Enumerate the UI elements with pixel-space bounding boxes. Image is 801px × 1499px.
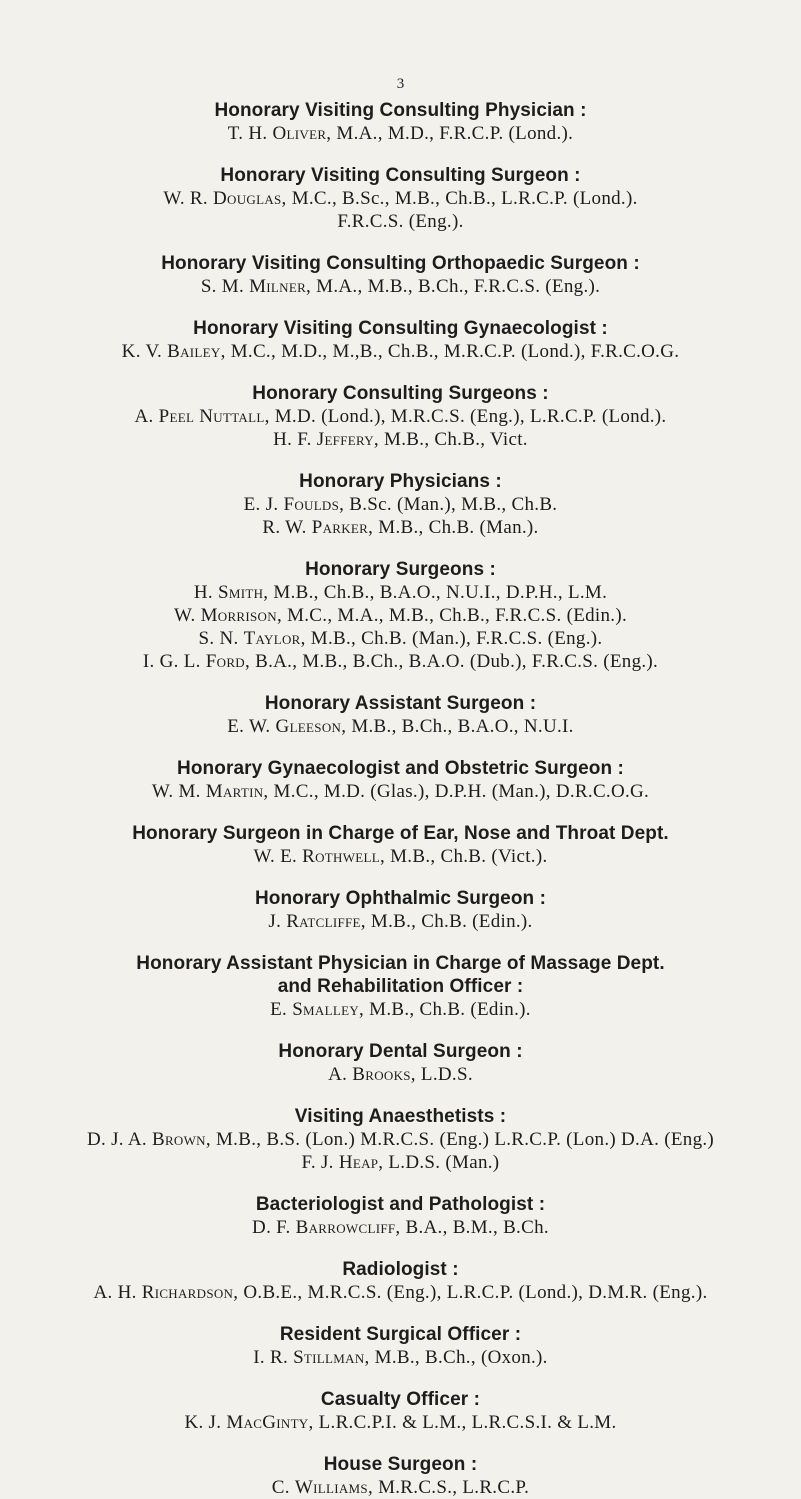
section-heading: Honorary Gynaecologist and Obstetric Surgeon : [177, 758, 624, 779]
staff-qualifications: M.C., M.A., M.B., Ch.B., F.R.C.S. (Edin.). [287, 605, 628, 626]
staff-initials: S. M. [200, 276, 245, 297]
staff-surname: Douglas, [213, 188, 287, 209]
section-spacer [0, 868, 801, 887]
staff-member [0, 493, 801, 516]
staff-surname: Heap, [338, 1152, 384, 1173]
section-heading: Honorary Consulting Surgeons : [252, 383, 549, 404]
staff-surname: Morrison, [200, 605, 282, 626]
staff-section [0, 317, 801, 363]
staff-qualifications: B.A., M.B., B.Ch., B.A.O. (Dub.), F.R.C.S. (Eng.). [255, 651, 659, 672]
staff-surname: Smith, [217, 582, 269, 603]
staff-member [0, 187, 801, 210]
staff-list [0, 99, 801, 1499]
staff-initials: I. R. [253, 1347, 288, 1368]
section-spacer [0, 1086, 801, 1105]
staff-section [0, 1040, 801, 1086]
staff-member [0, 275, 801, 298]
section-spacer [0, 738, 801, 757]
staff-qualifications: M.B., B.S. (Lon.) M.R.C.S. (Eng.) L.R.C.P. (Lon.) D.A. (Eng.) [215, 1129, 715, 1150]
staff-surname: Rothwell, [302, 846, 386, 867]
staff-member [0, 1411, 801, 1434]
section-heading: Honorary Visiting Consulting Orthopaedic Surgeon : [161, 253, 640, 274]
section-spacer [0, 451, 801, 470]
staff-surname: Brooks, [352, 1064, 416, 1085]
staff-member [0, 845, 801, 868]
staff-surname: Oliver, [272, 123, 332, 144]
staff-qualifications: M.B., B.Ch., (Oxon.). [374, 1347, 548, 1368]
staff-section [0, 99, 801, 145]
section-heading: Bacteriologist and Pathologist : [255, 1194, 546, 1215]
staff-initials: H. [193, 582, 213, 603]
section-heading: Honorary Visiting Consulting Surgeon : [220, 165, 581, 186]
staff-surname: Milner, [249, 276, 312, 297]
staff-qualifications: M.B., Ch.B. (Man.). [378, 517, 539, 538]
staff-member [0, 910, 801, 933]
staff-qualifications: B.A., B.M., B.Ch. [405, 1217, 549, 1238]
section-heading: Honorary Ophthalmic Surgeon : [254, 888, 547, 909]
staff-member [0, 1151, 801, 1174]
staff-section [0, 757, 801, 803]
staff-qualifications: L.D.S. [420, 1064, 473, 1085]
section-spacer [0, 298, 801, 317]
section-spacer [0, 803, 801, 822]
staff-surname: Stillman, [293, 1347, 370, 1368]
staff-member [0, 340, 801, 363]
staff-member [0, 1346, 801, 1369]
staff-member [0, 1063, 801, 1086]
staff-member [0, 998, 801, 1021]
staff-member [0, 210, 801, 233]
staff-section [0, 1323, 801, 1369]
page-number: 3 [396, 76, 405, 92]
staff-qualifications: M.A., M.D., F.R.C.P. (Lond.). [336, 123, 574, 144]
staff-member [0, 405, 801, 428]
staff-qualifications: M.B., Ch.B. (Man.), F.R.C.S. (Eng.). [310, 628, 603, 649]
section-heading: House Surgeon : [323, 1454, 478, 1475]
staff-initials: A. H. [93, 1282, 137, 1303]
staff-section [0, 952, 801, 1021]
staff-surname: Brown, [151, 1129, 211, 1150]
staff-surname: Foulds, [283, 494, 345, 515]
staff-section [0, 382, 801, 451]
staff-surname: Barrowcliff, [295, 1217, 401, 1238]
section-spacer [0, 673, 801, 692]
staff-qualifications: M.C., M.D. (Glas.), D.P.H. (Man.), D.R.C.O.G. [273, 781, 650, 802]
section-heading: Honorary Physicians : [299, 471, 502, 492]
section-heading: Honorary Visiting Consulting Physician : [214, 100, 587, 121]
staff-initials: H. F. [273, 429, 312, 450]
staff-qualifications: M.B., Ch.B. (Vict.). [390, 846, 548, 867]
staff-qualifications: B.Sc. (Man.), M.B., Ch.B. [349, 494, 558, 515]
section-spacer [0, 145, 801, 164]
section-spacer [0, 363, 801, 382]
staff-initials: S. N. [198, 628, 239, 649]
staff-member [0, 1476, 801, 1499]
section-heading: Honorary Surgeon in Charge of Ear, Nose and Throat Dept. [132, 823, 669, 844]
staff-qualifications: M.B., Ch.B., Vict. [384, 429, 528, 450]
section-spacer [0, 1434, 801, 1453]
staff-surname: Peel Nuttall, [158, 406, 270, 427]
section-heading: Honorary Assistant Surgeon : [264, 693, 537, 714]
staff-initials: A. [134, 406, 154, 427]
section-heading: Honorary Surgeons : [305, 559, 496, 580]
staff-initials: W. [173, 605, 196, 626]
staff-section [0, 887, 801, 933]
staff-member [0, 122, 801, 145]
section-spacer [0, 1369, 801, 1388]
section-spacer [0, 1304, 801, 1323]
staff-surname: Williams, [294, 1477, 373, 1498]
section-heading: Resident Surgical Officer : [279, 1324, 522, 1345]
staff-initials: J. [268, 911, 282, 932]
staff-initials: R. W. [262, 517, 307, 538]
staff-surname: Parker, [311, 517, 374, 538]
staff-surname: Jeffery, [316, 429, 379, 450]
section-spacer [0, 1174, 801, 1193]
staff-qualifications: M.C., B.Sc., M.B., Ch.B., L.R.C.P. (Lond.). [291, 188, 638, 209]
staff-section [0, 252, 801, 298]
staff-qualifications: M.B., B.Ch., B.A.O., N.U.I. [351, 716, 574, 737]
section-spacer [0, 233, 801, 252]
staff-member [0, 1281, 801, 1304]
section-heading: and Rehabilitation Officer : [277, 976, 524, 997]
staff-initials: I. G. L. [142, 651, 201, 672]
staff-qualifications: L.D.S. (Man.) [388, 1152, 500, 1173]
staff-member [0, 650, 801, 673]
staff-section [0, 1105, 801, 1174]
section-heading: Visiting Anaesthetists : [294, 1106, 507, 1127]
section-heading: Honorary Dental Surgeon : [278, 1041, 523, 1062]
staff-section [0, 164, 801, 233]
staff-member [0, 1216, 801, 1239]
staff-surname: Smalley, [292, 999, 365, 1020]
staff-qualifications: M.B., Ch.B. (Edin.). [370, 911, 533, 932]
staff-member [0, 627, 801, 650]
staff-surname: Martin, [205, 781, 269, 802]
staff-section [0, 822, 801, 868]
staff-qualifications: M.B., Ch.B., B.A.O., N.U.I., D.P.H., L.M. [273, 582, 608, 603]
section-heading: Radiologist : [342, 1259, 459, 1280]
staff-surname: Bailey, [167, 341, 226, 362]
staff-initials: C. [271, 1477, 290, 1498]
staff-qualifications: F.R.C.S. (Eng.). [337, 211, 464, 232]
staff-surname: Richardson, [141, 1282, 239, 1303]
staff-surname: MacGinty, [226, 1412, 314, 1433]
section-spacer [0, 1239, 801, 1258]
section-spacer [0, 1021, 801, 1040]
staff-member [0, 715, 801, 738]
staff-qualifications: M.C., M.D., M.,B., Ch.B., M.R.C.P. (Lond.), F.R.C.O.G. [230, 341, 680, 362]
staff-section [0, 470, 801, 539]
staff-surname: Ford, [205, 651, 251, 672]
staff-section [0, 1193, 801, 1239]
staff-surname: Ratcliffe, [286, 911, 366, 932]
staff-section [0, 692, 801, 738]
staff-member [0, 780, 801, 803]
staff-member [0, 516, 801, 539]
staff-initials: W. E. [253, 846, 298, 867]
staff-initials: W. M. [151, 781, 201, 802]
staff-qualifications: L.R.C.P.I. & L.M., L.R.C.S.I. & L.M. [318, 1412, 617, 1433]
staff-qualifications: M.D. (Lond.), M.R.C.S. (Eng.), L.R.C.P. (Lond.). [274, 406, 667, 427]
staff-section [0, 558, 801, 673]
staff-initials: F. J. [301, 1152, 334, 1173]
staff-surname: Gleeson, [275, 716, 347, 737]
staff-section [0, 1258, 801, 1304]
staff-initials: D. F. [252, 1217, 291, 1238]
section-heading: Honorary Visiting Consulting Gynaecologist : [193, 318, 608, 339]
staff-initials: D. J. A. [86, 1129, 147, 1150]
staff-qualifications: M.R.C.S., L.R.C.P. [378, 1477, 530, 1498]
staff-member [0, 604, 801, 627]
staff-initials: K. J. [184, 1412, 222, 1433]
section-heading: Casualty Officer : [320, 1389, 481, 1410]
staff-surname: Taylor, [243, 628, 306, 649]
staff-initials: W. R. [163, 188, 208, 209]
section-spacer [0, 539, 801, 558]
staff-qualifications: M.B., Ch.B. (Edin.). [369, 999, 531, 1020]
staff-qualifications: M.A., M.B., B.Ch., F.R.C.S. (Eng.). [316, 276, 601, 297]
staff-initials: A. [328, 1064, 348, 1085]
staff-initials: E. [270, 999, 288, 1020]
staff-section [0, 1453, 801, 1499]
staff-initials: T. H. [227, 123, 268, 144]
staff-initials: E. W. [227, 716, 271, 737]
section-heading: Honorary Assistant Physician in Charge of Massage Dept. [136, 953, 665, 974]
staff-initials: E. J. [243, 494, 279, 515]
staff-member [0, 1128, 801, 1151]
staff-section [0, 1388, 801, 1434]
staff-member [0, 428, 801, 451]
staff-initials: K. V. [121, 341, 163, 362]
staff-qualifications: O.B.E., M.R.C.S. (Eng.), L.R.C.P. (Lond.), D.M.R. (Eng.). [243, 1282, 708, 1303]
staff-member [0, 581, 801, 604]
section-spacer [0, 933, 801, 952]
